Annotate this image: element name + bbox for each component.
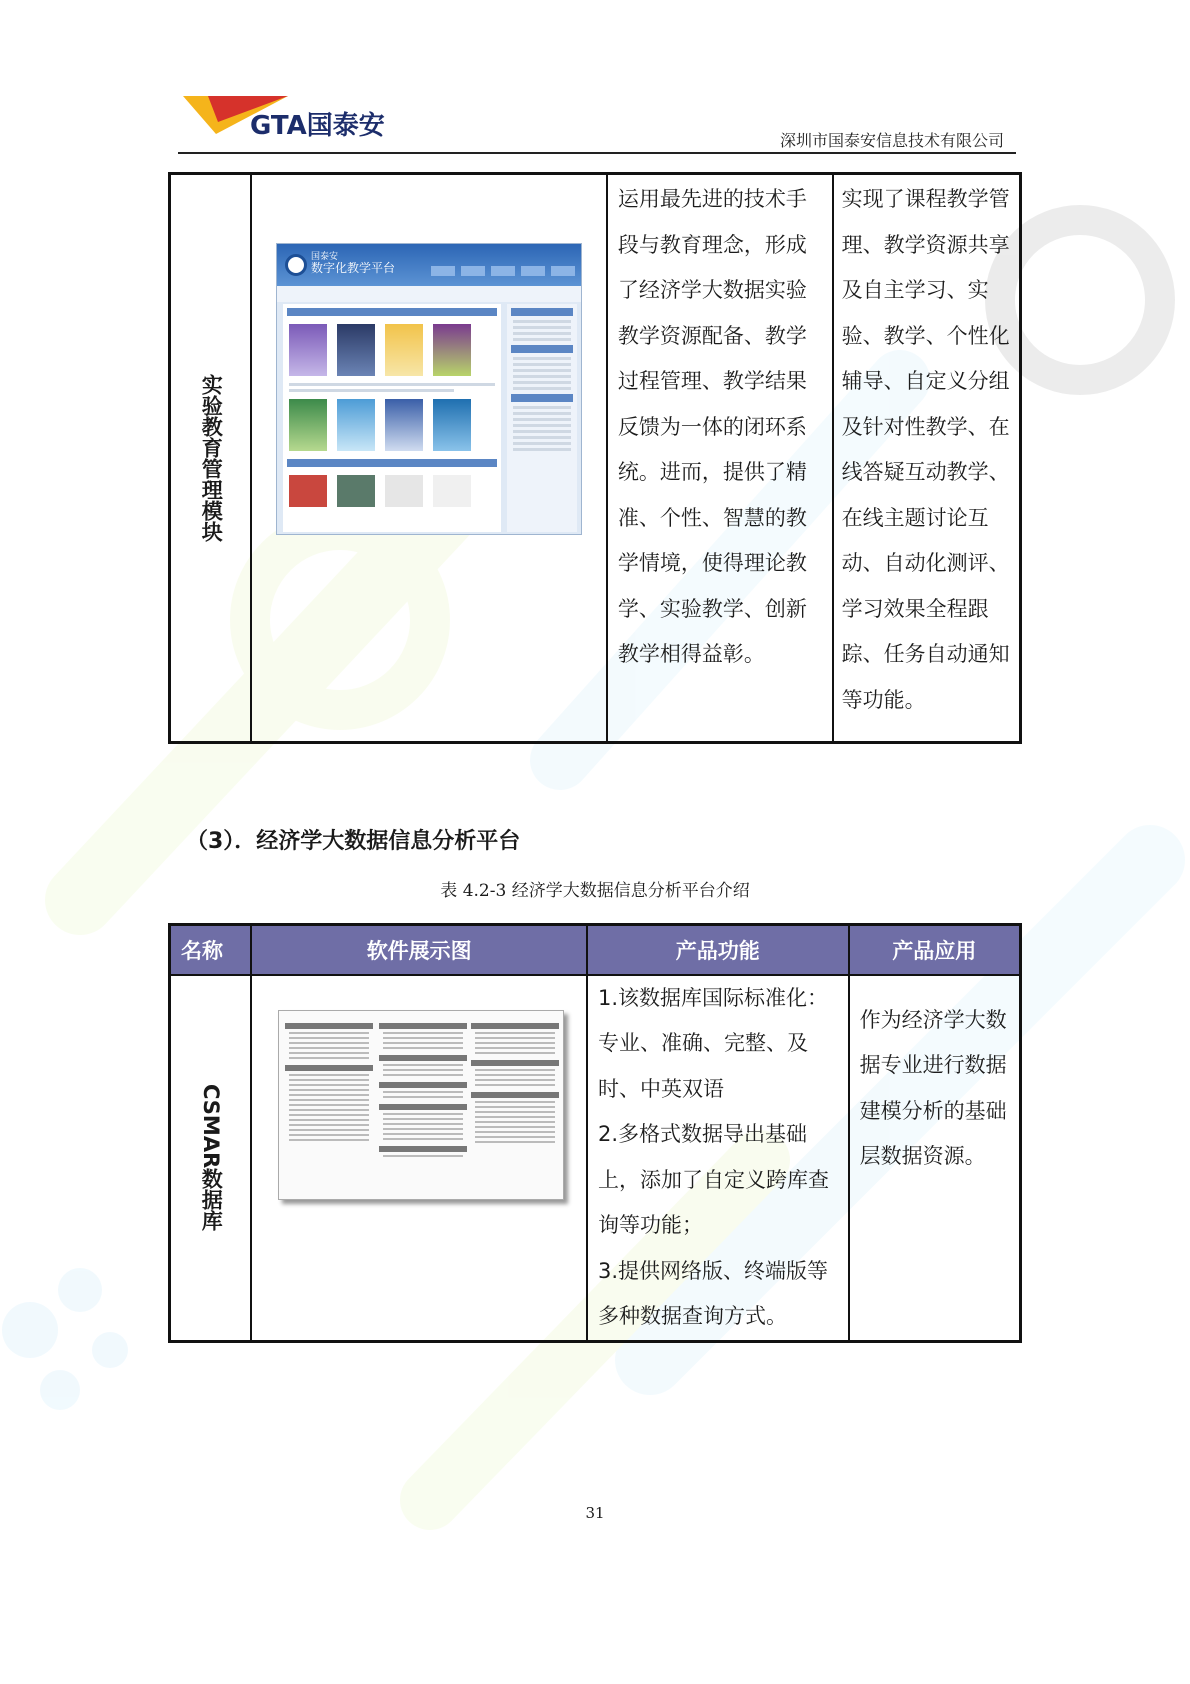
function-cell	[607, 174, 833, 743]
application-text: 实现了课程教学管理、教学资源共享及自主学习、实验、教学、个性化辅导、自定义分组及针对性教学、在线答疑互动教学、在线主题讨论互动、自动化测评、学习效果全程跟踪、任务自动通知等功能。	[841, 187, 1010, 712]
header-application: 产品应用	[849, 925, 1021, 975]
header-rule	[178, 152, 1016, 154]
page-header	[178, 92, 1016, 156]
screenshot-main	[283, 304, 501, 532]
csmar-label-cell	[170, 975, 252, 1342]
header-screenshot: 软件展示图	[251, 925, 587, 975]
csmar-screenshot	[278, 1010, 564, 1200]
csmar-function-cell	[587, 975, 849, 1342]
gta-logo	[178, 92, 438, 142]
screenshot-title-1: 国泰安	[311, 252, 339, 262]
company-name: 深圳市国泰安信息技术有限公司	[779, 131, 1004, 150]
screenshot-title-2: 数字化教学平台	[311, 261, 396, 275]
csmar-label: CSMAR数据库	[199, 1083, 224, 1232]
header-name: 名称	[170, 925, 252, 975]
application-cell	[833, 174, 1021, 743]
screenshot-topbar	[277, 244, 581, 286]
section-title: （3）．经济学大数据信息分析平台	[186, 829, 521, 854]
table-caption: 表 4.2-3 经济学大数据信息分析平台介绍	[440, 881, 750, 901]
teaching-platform-screenshot	[276, 243, 582, 535]
function-item: 2.多格式数据导出基础上，添加了自定义跨库查询等功能；	[597, 1122, 829, 1237]
function-item: 1.该数据库国际标准化：专业、准确、完整、及时、中英双语	[597, 985, 828, 1101]
screenshot-sidebar	[507, 304, 577, 532]
platform-logo-icon	[285, 254, 307, 276]
function-text: 运用最先进的技术手段与教育理念，形成了经济学大数据实验教学资源配备、教学过程管理、教学结果反馈为一体的闭环系统。进而，提供了精准、个性、智慧的教学情境，使得理论教学、实验教学、创新教学相得益彰。	[617, 187, 807, 666]
row-label-cell	[170, 174, 252, 743]
svg-text:GTA国泰安: GTA国泰安	[250, 111, 385, 141]
csmar-application-text: 作为经济学大数据专业进行数据建模分析的基础层数据资源。	[859, 1007, 1007, 1168]
page-number: 31	[585, 1504, 605, 1522]
csmar-application-cell	[849, 975, 1021, 1342]
header-function: 产品功能	[587, 925, 849, 975]
screenshot-nav	[431, 266, 575, 276]
function-item: 3.提供网络版、终端版等多种数据查询方式。	[597, 1258, 828, 1328]
row-label: 实验教育管理模块	[199, 374, 224, 542]
